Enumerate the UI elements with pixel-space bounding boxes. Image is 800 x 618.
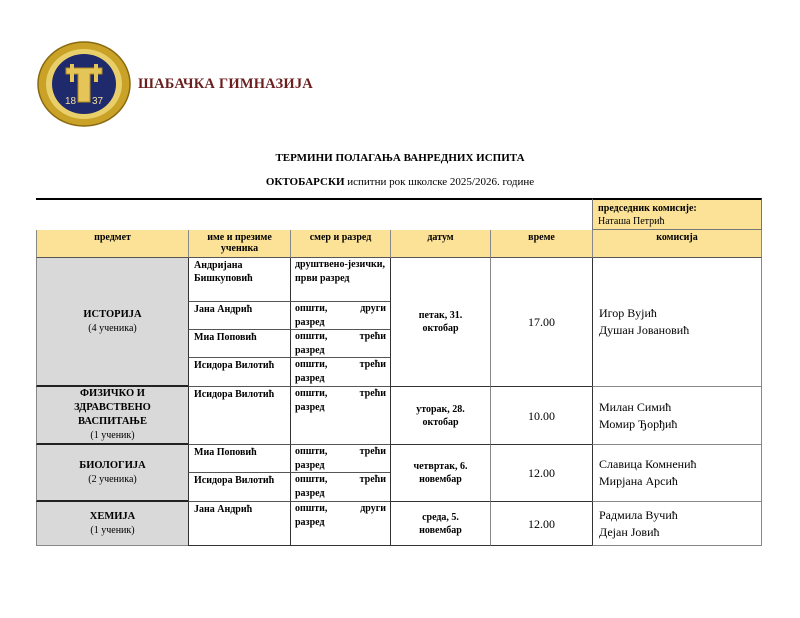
logo-year-left: 18 [65,96,77,107]
chair-label: председник комисије: [598,203,697,214]
committee-member: Милан Симић [599,399,672,414]
exam-date [390,258,490,387]
school-name: ШАБАЧКА ГИМНАЗИЈА [138,76,313,92]
student-name: Миа Поповић [188,330,290,358]
committee-member: Славица Комненић [599,457,697,471]
commission-chair-box [592,198,762,230]
student-name: Исидора Вилотић [188,358,290,387]
table-top-rule [36,198,592,200]
column-header-time: време [490,230,592,258]
committee-members [592,502,762,546]
column-header-committee: комисија [592,230,762,258]
student-count: (1 ученик) [90,430,135,441]
committee-members [592,445,762,502]
track-grade: општи, трећи разред [290,445,390,473]
subject-cell [36,445,188,502]
student-count: (4 ученика) [88,322,137,334]
subject-name: ХЕМИЈА [89,510,136,522]
committee-members [592,387,762,445]
committee-members [592,258,762,387]
column-header-student: име и презиме ученика [188,230,290,258]
document-subtitle [0,176,800,188]
student-count: (2 ученика) [88,473,137,485]
column-header-subject: предмет [36,230,188,258]
document-title: ТЕРМИНИ ПОЛАГАЊА ВАНРЕДНИХ ИСПИТА [275,152,525,164]
student-name: Исидора Вилотић [188,387,290,445]
track-grade: општи, трећи разред [290,358,390,387]
school-year: испитни рок школске 2025/2026. године [344,176,535,188]
logo-year-right: 37 [92,96,104,107]
committee-member: Радмила Вучић [599,507,678,522]
column-header-date: датум [390,230,490,258]
track-grade: општи, трећи разред [290,473,390,502]
committee-member: Момир Ђорђић [599,416,678,431]
subject-cell [36,258,188,387]
school-logo [36,40,132,128]
exam-date-text: уторак, 28. октобар [416,403,465,428]
exam-date [390,387,490,445]
exam-time: 10.00 [490,387,592,445]
committee-member: Дејан Јовић [599,524,660,539]
track-grade: општи, други разред [290,502,390,546]
exam-time: 17.00 [490,258,592,387]
column-header-track: смер и разред [290,230,390,258]
committee-member: Мирјана Арсић [599,474,678,488]
student-name: Јана Андрић [188,502,290,546]
exam-time: 12.00 [490,502,592,546]
student-name: Исидора Вилотић [188,473,290,502]
subject-cell [36,387,188,445]
track-grade: друштвено-језички, први разред [290,258,390,302]
student-count: (1 ученик) [90,524,135,536]
student-name: Андријана Бишкуповић [188,258,290,302]
chair-name: Наташа Петрић [598,216,665,227]
student-name: Миа Поповић [188,445,290,473]
track-grade: општи, трећи разред [290,387,390,445]
exam-date [390,502,490,546]
subject-name: ИСТОРИЈА [83,308,142,320]
exam-date-text: петак, 31. октобар [418,310,463,334]
subject-name: БИОЛОГИЈА [79,459,146,471]
exam-date-text: среда, 5. новембар [419,511,462,536]
subject-cell [36,502,188,546]
exam-date-text: четвртак, 6. новембар [413,461,468,485]
student-name: Јана Андрић [188,302,290,330]
exam-date [390,445,490,502]
track-grade: општи, други разред [290,302,390,330]
exam-time: 12.00 [490,445,592,502]
subject-name: ФИЗИЧКО И ЗДРАВСТВЕНО ВАСПИТАЊЕ [74,388,151,427]
exam-period: ОКТОБАРСКИ [265,176,345,188]
committee-member: Душан Јовановић [599,323,690,337]
track-grade: општи, трећи разред [290,330,390,358]
committee-member: Игор Вујић [599,306,657,320]
